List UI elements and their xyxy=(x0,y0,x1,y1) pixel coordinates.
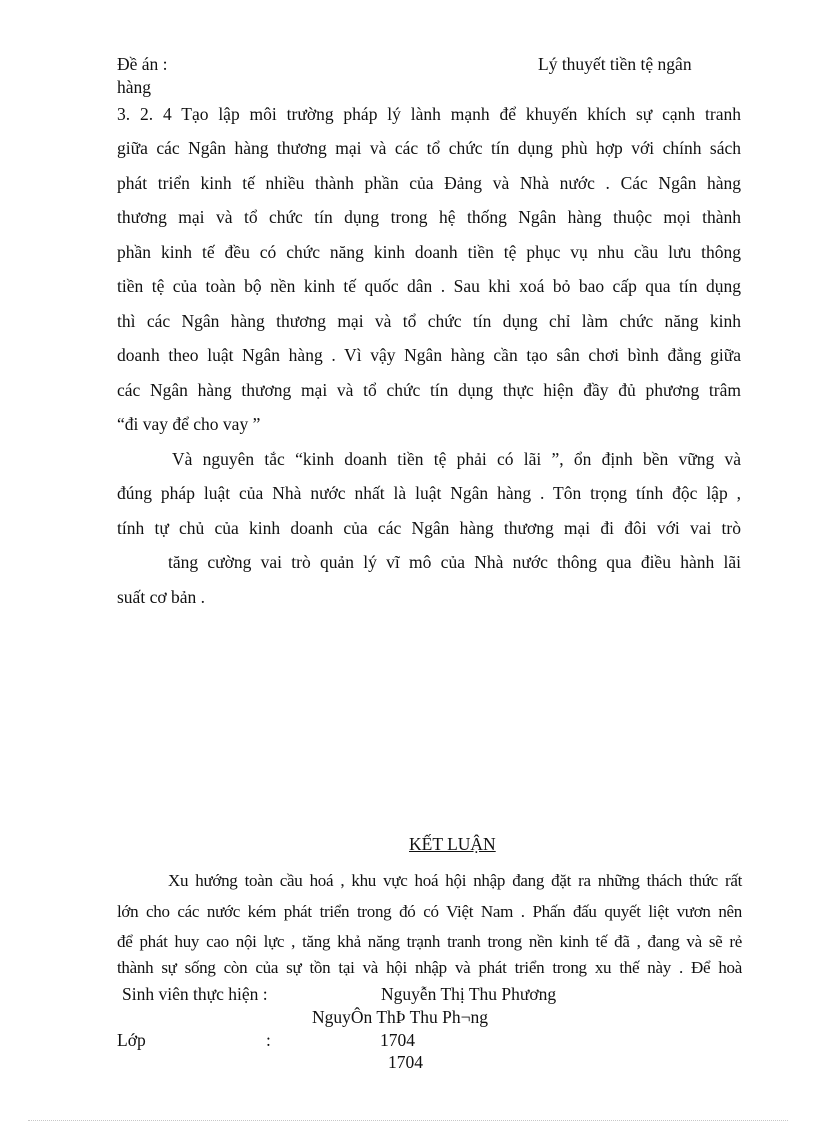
body-line: thì các Ngân hàng thương mại và tổ chức tín dụng chỉ làm chức năng kinh xyxy=(117,311,741,331)
page-bottom-divider xyxy=(28,1120,788,1121)
body-line: 3. 2. 4 Tạo lập môi trường pháp lý lành mạnh để khuyến khích sự cạnh tranh xyxy=(117,104,741,124)
header-doc-type: Đề án : xyxy=(117,54,168,74)
body-line: “đi vay để cho vay ” xyxy=(117,414,261,434)
body-paragraph-start: Và nguyên tắc “kinh doanh tiền tệ phải có lãi ”, ổn định bền vững và xyxy=(172,449,741,469)
body-line: tính tự chủ của kinh doanh của các Ngân hàng thương mại đi đôi với vai trò xyxy=(117,518,741,538)
class-label: Lớp xyxy=(117,1030,146,1050)
body-line: giữa các Ngân hàng thương mại và các tổ chức tín dụng phù hợp với chính sách xyxy=(117,138,741,158)
body-line: phát triển kinh tế nhiều thành phần của Đảng và Nhà nước . Các Ngân hàng xyxy=(117,173,741,193)
class-colon: : xyxy=(266,1030,271,1050)
conclusion-line: Xu hướng toàn cầu hoá , khu vực hoá hội nhập đang đặt ra những thách thức rất xyxy=(168,871,742,890)
class-value: 1704 xyxy=(380,1030,415,1050)
conclusion-title: KẾT LUẬN xyxy=(409,834,496,854)
body-line: suất cơ bản . xyxy=(117,587,205,607)
class-value-duplicate: 1704 xyxy=(388,1052,423,1072)
body-line: thương mại và tổ chức tín dụng trong hệ thống Ngân hàng thuộc mọi thành xyxy=(117,207,741,227)
body-line: doanh theo luật Ngân hàng . Vì vậy Ngân hàng cần tạo sân chơi bình đẳng giữa xyxy=(117,345,741,365)
student-name: Nguyễn Thị Thu Phương xyxy=(381,984,557,1004)
body-line: đúng pháp luật của Nhà nước nhất là luật Ngân hàng . Tôn trọng tính độc lập , xyxy=(117,483,741,503)
body-line: tiền tệ của toàn bộ nền kinh tế quốc dân . Sau khi xoá bỏ bao cấp qua tín dụng xyxy=(117,276,741,296)
conclusion-line: thành sự sống còn của sự tồn tại và hội nhập và phát triển trong xu thế này . Để hoà xyxy=(117,958,742,977)
body-line: phần kinh tế đều có chức năng kinh doanh tiền tệ phục vụ nhu cầu lưu thông xyxy=(117,242,741,262)
conclusion-line: lớn cho các nước kém phát triển trong đó có Việt Nam . Phấn đấu quyết liệt vươn nên xyxy=(117,902,742,921)
header-subject: Lý thuyết tiền tệ ngân xyxy=(538,54,692,74)
body-line-indented: tăng cường vai trò quản lý vĩ mô của Nhà nước thông qua điều hành lãi xyxy=(168,552,741,572)
student-label: Sinh viên thực hiện : xyxy=(122,984,268,1004)
header-subject-continued: hàng xyxy=(117,77,152,97)
body-line: các Ngân hàng thương mại và tổ chức tín dụng thực hiện đầy đủ phương trâm xyxy=(117,380,741,400)
student-name-garbled: NguyÔn ThÞ Thu Ph¬ng xyxy=(312,1007,488,1027)
conclusion-line: để phát huy cao nội lực , tăng khả năng trạnh tranh trong nền kinh tế đã , đang và sẽ rẻ xyxy=(117,932,742,951)
